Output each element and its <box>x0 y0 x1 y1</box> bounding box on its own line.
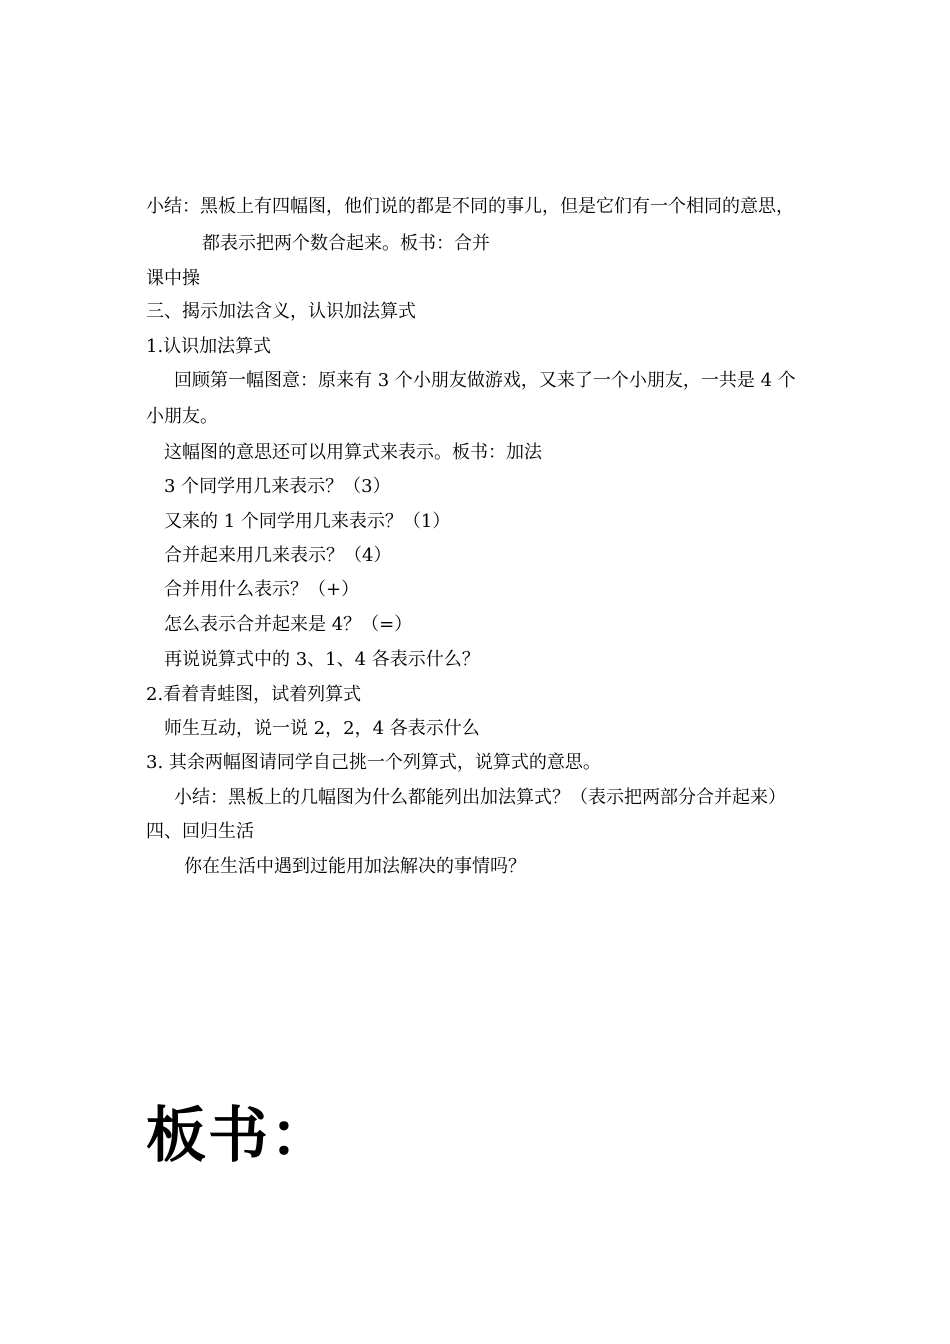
summary-line-1: 小结：黑板上有四幅图，他们说的都是不同的事儿，但是它们有一个相同的意思， <box>146 196 794 217</box>
board-addition-line: 这幅图的意思还可以用算式来表示。板书：加法 <box>164 442 542 463</box>
review-line-2: 小朋友。 <box>146 406 218 427</box>
question-plus: 合并用什么表示？（+） <box>164 579 360 600</box>
question-1: 又来的 1 个同学用几来表示？（1） <box>164 511 451 532</box>
question-meaning: 再说说算式中的 3、1、4 各表示什么？ <box>164 649 480 670</box>
section-three-heading: 三、揭示加法含义，认识加法算式 <box>146 301 416 322</box>
subsection-2-heading: 2.看着青蛙图，试着列算式 <box>146 684 362 705</box>
summary-line-2: 都表示把两个数合起来。板书：合并 <box>202 233 490 254</box>
life-question: 你在生活中遇到过能用加法解决的事情吗？ <box>184 856 526 877</box>
subsection-1-heading: 1.认识加法算式 <box>146 336 272 357</box>
board-title: 板书： <box>146 1101 332 1171</box>
section-exercise: 课中操 <box>146 268 200 289</box>
subsection-3-line: 3. 其余两幅图请同学自己挑一个列算式，说算式的意思。 <box>146 752 601 773</box>
review-line-1: 回顾第一幅图意：原来有 3 个小朋友做游戏，又来了一个小朋友，一共是 4 个 <box>174 370 796 391</box>
interaction-line: 师生互动，说一说 2，2，4 各表示什么 <box>164 718 480 739</box>
question-4: 合并起来用几来表示？（4） <box>164 545 392 566</box>
summary-line-3: 小结：黑板上的几幅图为什么都能列出加法算式？（表示把两部分合并起来） <box>174 787 786 808</box>
question-equals: 怎么表示合并起来是 4？（=） <box>164 614 413 635</box>
section-four-heading: 四、回归生活 <box>146 821 254 842</box>
question-3: 3 个同学用几来表示？（3） <box>164 476 391 497</box>
